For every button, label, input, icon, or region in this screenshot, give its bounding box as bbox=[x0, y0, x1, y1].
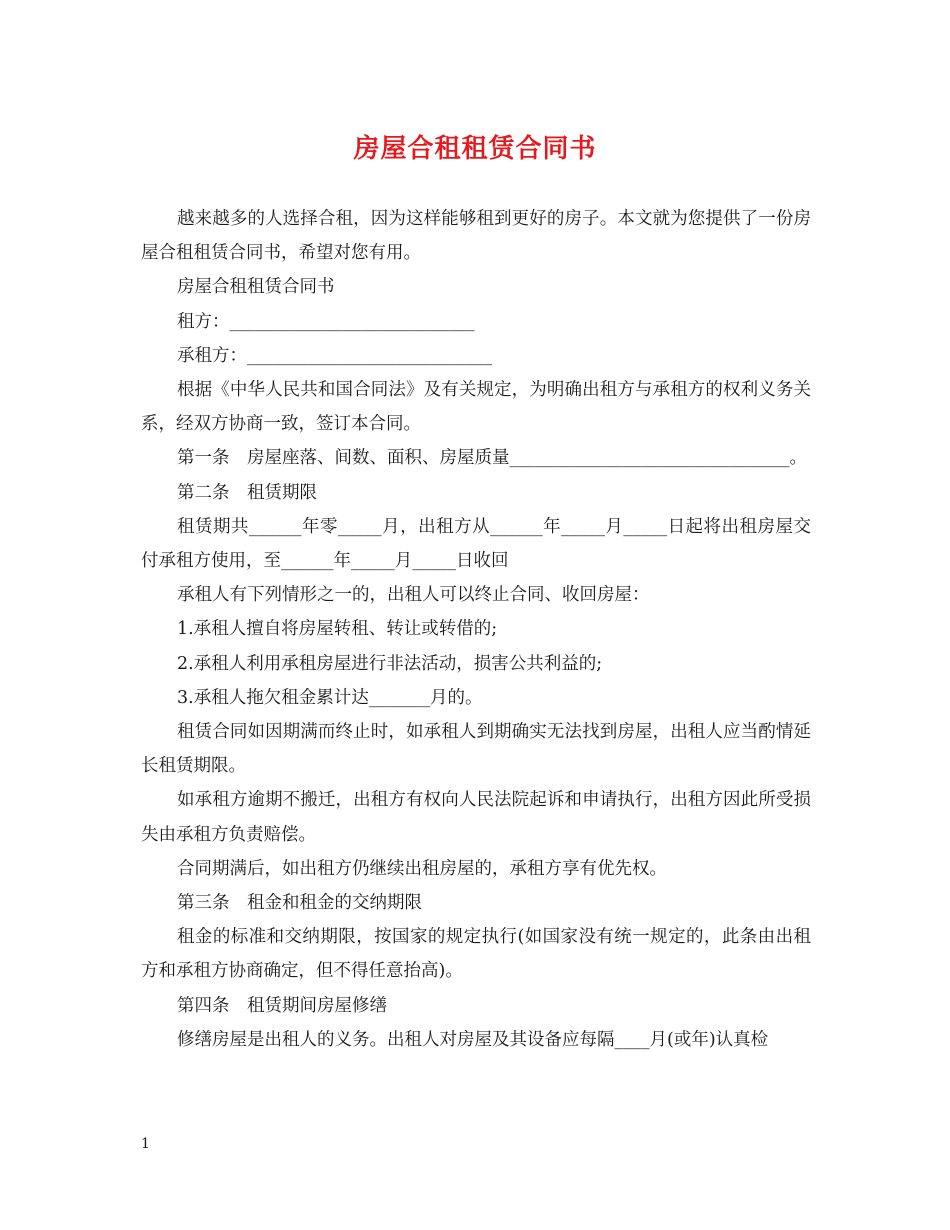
preamble-paragraph: 根据《中华人民共和国合同法》及有关规定，为明确出租方与承租方的权利义务关系，经双方协商一致，签订本合同。 bbox=[141, 380, 811, 435]
lease-term-paragraph: 租赁期共______年零_____月，出租方从______年_____月_____日起将出租房屋交付承租方使用，至______年_____月_____日收回 bbox=[141, 516, 811, 572]
termination-item-2: 2.承租人利用承租房屋进行非法活动，损害公共利益的; bbox=[177, 653, 603, 674]
eviction-paragraph: 如承租方逾期不搬迁，出租方有权向人民法院起诉和申请执行，出租方因此所受损失由承租方负责赔偿。 bbox=[141, 790, 811, 845]
document-title: 房屋合租租赁合同书 bbox=[353, 134, 597, 164]
intro-paragraph: 越来越多的人选择合租，因为这样能够租到更好的房子。本文就为您提供了一份房屋合租租赁合同书，希望对您有用。 bbox=[141, 209, 811, 264]
article-1: 第一条 房屋座落、间数、面积、房屋质量________________________________。 bbox=[177, 448, 807, 469]
page-number: 1 bbox=[141, 1136, 150, 1152]
document-body bbox=[141, 202, 811, 1057]
termination-intro: 承租人有下列情形之一的，出租人可以终止合同、收回房屋： bbox=[177, 585, 650, 606]
priority-paragraph: 合同期满后，如出租方仍继续出租房屋的，承租方享有优先权。 bbox=[177, 858, 667, 879]
termination-item-3: 3.承租人拖欠租金累计达_______月的。 bbox=[177, 687, 483, 708]
termination-item-1: 1.承租人擅自将房屋转租、转让或转借的; bbox=[177, 619, 498, 640]
contract-heading: 房屋合租租赁合同书 bbox=[177, 277, 335, 298]
article-4-heading: 第四条 租赁期间房屋修缮 bbox=[177, 995, 387, 1016]
extension-paragraph: 租赁合同如因期满而终止时，如承租人到期确实无法找到房屋，出租人应当酌情延长租赁期限。 bbox=[141, 722, 811, 777]
article-2-heading: 第二条 租赁期限 bbox=[177, 482, 317, 503]
article-3-heading: 第三条 租金和租金的交纳期限 bbox=[177, 893, 422, 914]
lessor-line: 租方：____________________________ bbox=[177, 311, 475, 332]
lessee-line: 承租方：____________________________ bbox=[177, 345, 492, 366]
repair-paragraph: 修缮房屋是出租人的义务。出租人对房屋及其设备应每隔____月(或年)认真检 bbox=[177, 1029, 769, 1050]
rent-paragraph: 租金的标准和交纳期限，按国家的规定执行(如国家没有统一规定的，此条由出租方和承租方协商确定，但不得任意抬高)。 bbox=[141, 927, 811, 982]
